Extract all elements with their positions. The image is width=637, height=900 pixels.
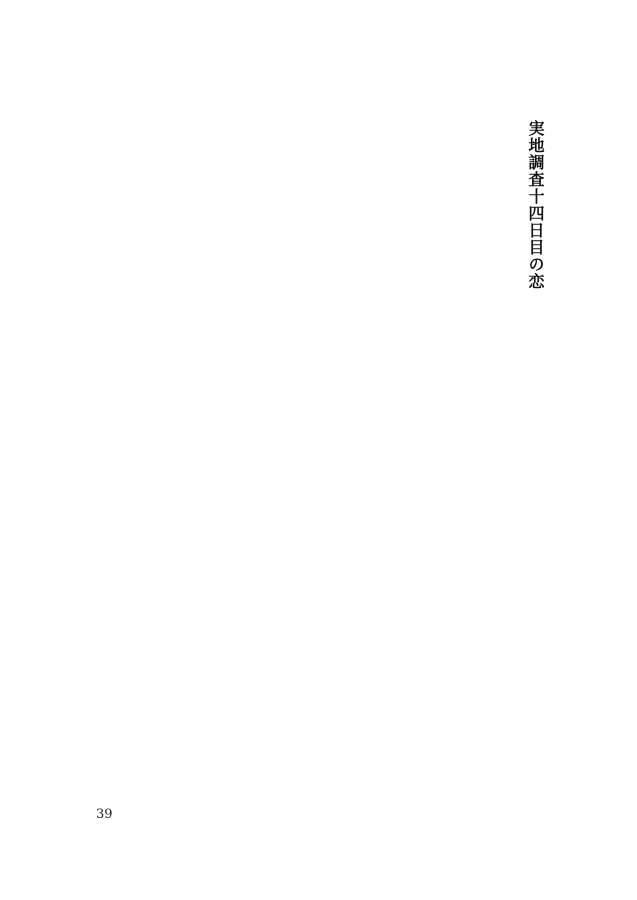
page-number: 39 (96, 807, 113, 822)
lower-text-block (112, 468, 524, 813)
upper-text-block (118, 120, 513, 460)
chapter-title: 実地調査十四日目の恋 (526, 120, 545, 290)
